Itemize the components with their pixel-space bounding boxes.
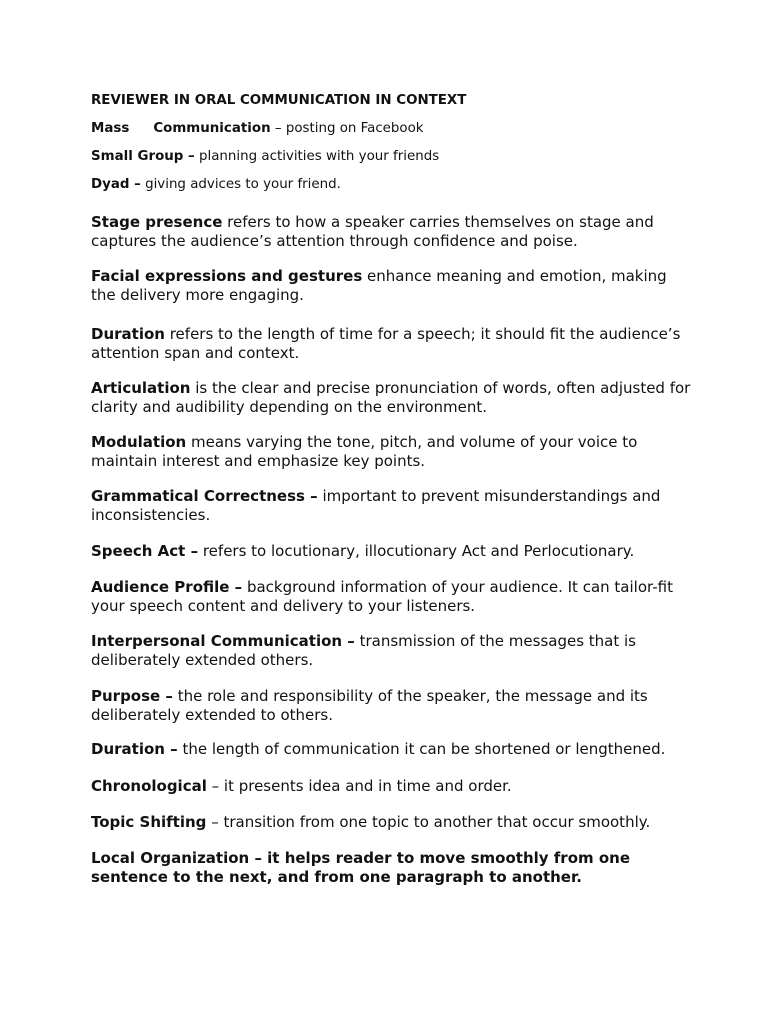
entry-purpose <box>91 687 691 724</box>
entry-local-organization <box>91 849 691 886</box>
document-title: REVIEWER IN ORAL COMMUNICATION IN CONTEXT <box>91 93 467 108</box>
entry-term: Audience Profile – <box>91 578 243 596</box>
entry-description: refers to how a speaker carries themselves on stage and captures the audience’s attention through confidence and poise. <box>91 213 654 250</box>
entry-description: the length of communication it can be shortened or lengthened. <box>177 740 666 758</box>
entry-term: Dyad – <box>91 177 141 192</box>
entry-term: Topic Shifting <box>91 813 207 831</box>
entry-duration-speech <box>91 325 691 362</box>
entry-term: Small Group – <box>91 149 195 164</box>
entry-topic-shifting <box>91 813 691 832</box>
entry-audience-profile <box>91 578 691 615</box>
entry-term: Speech Act – <box>91 542 199 560</box>
entry-description: means varying the tone, pitch, and volume of your voice to maintain interest and emphasize key points. <box>91 433 638 470</box>
entry-grammatical-correctness <box>91 487 691 524</box>
entry-interpersonal-communication <box>91 632 691 669</box>
entry-modulation <box>91 433 691 470</box>
entry-description: refers to the length of time for a speech; it should fit the audience’s attention span and context. <box>91 325 681 362</box>
entry-small-group <box>91 148 691 166</box>
entry-description: the role and responsibility of the speaker, the message and its deliberately extended to others. <box>91 687 648 724</box>
entry-term: Mass <box>91 121 130 136</box>
entry-description: is the clear and precise pronunciation of words, often adjusted for clarity and audibility depending on the environment. <box>91 379 691 416</box>
entry-description: – it presents idea and in time and order. <box>206 777 512 795</box>
entry-stage-presence <box>91 213 691 250</box>
entry-speech-act <box>91 542 691 561</box>
entry-term: Purpose – <box>91 687 173 705</box>
entry-dyad <box>91 176 691 194</box>
entry-mass-communication <box>91 120 691 138</box>
entry-articulation <box>91 379 691 416</box>
entry-description: – transition from one topic to another that occur smoothly. <box>206 813 651 831</box>
entry-term: Grammatical Correctness – <box>91 487 318 505</box>
entry-description: enhance meaning and emotion, making the delivery more engaging. <box>91 267 667 304</box>
entry-term: Articulation <box>91 379 191 397</box>
entry-description: important to prevent misunderstandings and inconsistencies. <box>91 487 661 524</box>
entry-term: Modulation <box>91 433 187 451</box>
entry-term: Interpersonal Communication – <box>91 632 355 650</box>
entry-description: giving advices to your friend. <box>140 177 341 192</box>
entry-term: Duration <box>91 325 165 343</box>
entry-duration-communication <box>91 740 691 759</box>
entry-description: background information of your audience. It can tailor-fit your speech content and delivery to your listeners. <box>91 578 673 615</box>
entry-description: – posting on Facebook <box>270 121 424 136</box>
entry-term: Chronological <box>91 777 207 795</box>
entry-description: planning activities with your friends <box>194 149 440 164</box>
entry-term: Stage presence <box>91 213 223 231</box>
entry-facial-expressions <box>91 267 691 304</box>
entry-term: Duration – <box>91 740 178 758</box>
entry-description: refers to locutionary, illocutionary Act and Perlocutionary. <box>198 542 635 560</box>
entry-description: transmission of the messages that is deliberately extended others. <box>91 632 636 669</box>
entry-chronological <box>91 777 691 796</box>
entry-term: Facial expressions and gestures <box>91 267 363 285</box>
entry-term: Local Organization – it helps reader to move smoothly from one sentence to the next, and from one paragraph to another. <box>91 849 631 886</box>
entry-term: Communication <box>153 121 271 136</box>
